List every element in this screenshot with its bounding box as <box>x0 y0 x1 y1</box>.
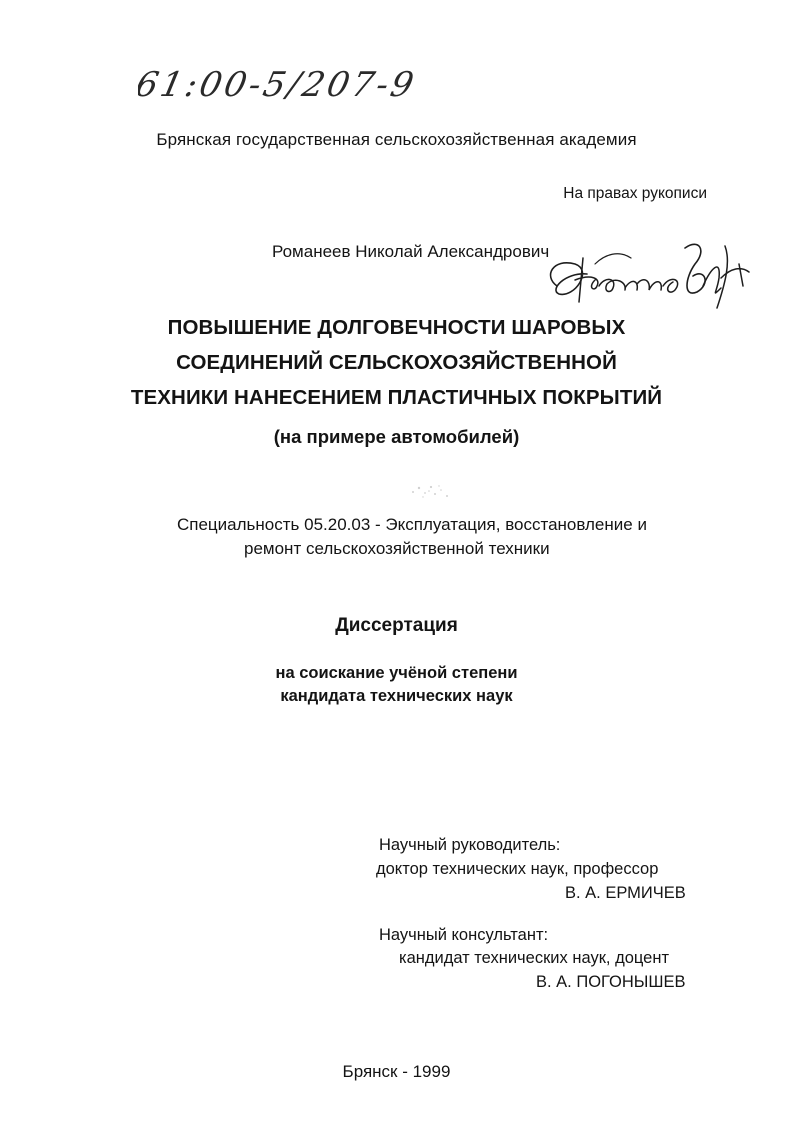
consultant-title: кандидат технических наук, доцент <box>399 949 670 967</box>
city-year: Брянск - 1999 <box>342 1062 451 1081</box>
degree-line-2: кандидата технических наук <box>280 687 513 705</box>
institution-name: Брянская государственная сельскохозяйственная академия <box>156 130 637 149</box>
advisor-title: доктор технических наук, профессор <box>376 860 659 878</box>
dissertation-title <box>0 310 793 415</box>
specialty <box>177 513 647 561</box>
author-signature <box>535 228 765 323</box>
archive-number-handwriting <box>138 58 438 113</box>
degree-statement <box>0 662 793 708</box>
author-name: Романеев Николай Александрович <box>272 242 550 261</box>
specialty-line-1: Специальность 05.20.03 - Эксплуатация, восстановление и <box>177 515 647 534</box>
archive-number-text: 61:00-5/207-9 <box>138 65 420 105</box>
title-line: СОЕДИНЕНИЙ СЕЛЬСКОХОЗЯЙСТВЕННОЙ <box>176 351 617 374</box>
consultant-name: В. А. ПОГОНЫШЕВ <box>536 973 686 991</box>
signature-scribble <box>535 228 765 323</box>
advisor-label: Научный руководитель: <box>379 836 561 854</box>
consultant-label: Научный консультант: <box>379 926 549 944</box>
scan-smudge <box>405 478 461 502</box>
manuscript-rights-note: На правах рукописи <box>563 185 707 202</box>
title-line: ТЕХНИКИ НАНЕСЕНИЕМ ПЛАСТИЧНЫХ ПОКРЫТИЙ <box>130 386 663 409</box>
specialty-line-2: ремонт сельскохозяйственной техники <box>244 539 550 558</box>
title-line: ПОВЫШЕНИЕ ДОЛГОВЕЧНОСТИ ШАРОВЫХ <box>167 316 626 339</box>
advisor-name: В. А. ЕРМИЧЕВ <box>565 884 686 902</box>
handwritten-archive-number <box>138 58 438 113</box>
degree-line-1: на соискание учёной степени <box>275 664 518 682</box>
document-type: Диссертация <box>335 615 458 636</box>
dissertation-subtitle: (на примере автомобилей) <box>273 426 520 447</box>
